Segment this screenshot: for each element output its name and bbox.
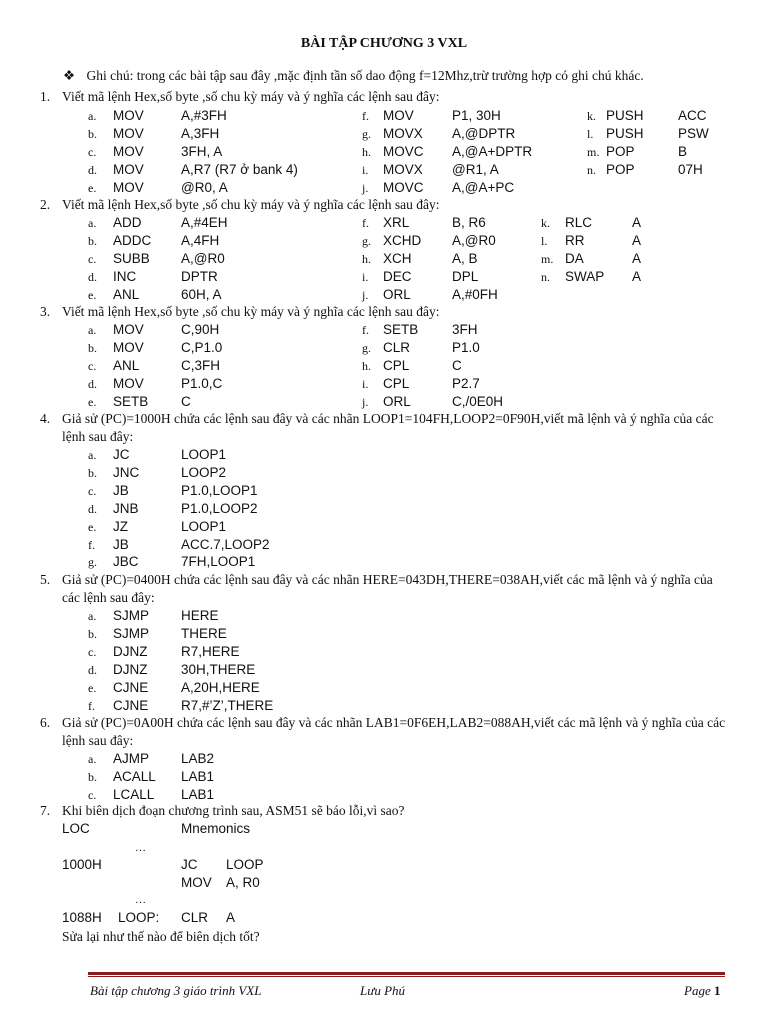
loc-header: LOC: [62, 821, 90, 836]
item-letter: d.: [88, 162, 97, 177]
item-letter: c.: [88, 251, 97, 266]
instruction-mnemonic: DJNZ: [113, 643, 148, 659]
instruction-operand: 60H, A: [181, 286, 222, 302]
item-letter: n.: [541, 269, 550, 284]
item-letter: a.: [88, 609, 97, 623]
instruction-mnemonic: CLR: [383, 339, 411, 355]
item-letter: a.: [88, 752, 97, 766]
instruction-operand: C,/0E0H: [452, 393, 504, 409]
instruction-operand: DPTR: [181, 268, 218, 284]
item-letter: c.: [88, 787, 97, 802]
instruction-operand: A,#4EH: [181, 215, 228, 230]
instruction-operand: A,R7 (R7 ở bank 4): [181, 161, 298, 177]
item-letter: a.: [88, 216, 97, 230]
item-letter: j.: [362, 287, 369, 302]
instruction-mnemonic: JBC: [113, 554, 139, 570]
instruction-operand: P1.0,LOOP2: [181, 500, 258, 516]
item-letter: i.: [362, 376, 369, 391]
item-letter: j.: [362, 180, 369, 195]
instruction-mnemonic: MOV: [113, 179, 144, 195]
question-text: Viết mã lệnh Hex,số byte ,số chu kỳ máy và ý nghĩa các lệnh sau đây:: [62, 197, 440, 212]
item-letter: b.: [88, 233, 97, 248]
question-number: 1.: [40, 89, 51, 104]
item-letter: k.: [587, 109, 596, 123]
instruction-mnemonic: CPL: [383, 357, 410, 373]
question-text: Giả sử (PC)=0400H chứa các lệnh sau đây và các nhãn HERE=043DH,THERE=038AH,viết các mã lệnh và ý nghĩa của các lệnh sau đây:: [62, 572, 713, 605]
instruction-mnemonic: JNC: [113, 464, 140, 480]
instruction-operand: C: [181, 393, 191, 409]
item-letter: f.: [362, 323, 369, 337]
item-letter: g.: [362, 340, 371, 355]
instruction-operand: C: [452, 357, 462, 373]
instruction-operand: R7,HERE: [181, 643, 240, 659]
item-letter: f.: [88, 698, 95, 713]
instruction-operand: P1.0,LOOP1: [181, 482, 258, 498]
item-letter: d.: [88, 501, 97, 516]
instruction-operand: C,90H: [181, 322, 220, 337]
instruction-operand: @R1, A: [452, 161, 499, 177]
footer-author: Lưu Phú: [360, 983, 406, 998]
instruction-mnemonic: CPL: [383, 375, 410, 391]
instruction-operand: LOOP1: [181, 447, 227, 462]
item-letter: h.: [362, 251, 371, 266]
instruction-mnemonic: MOV: [113, 108, 144, 123]
instruction-mnemonic: JB: [113, 536, 129, 552]
instruction-mnemonic: MOV: [113, 143, 144, 159]
instruction-mnemonic: PUSH: [606, 108, 644, 123]
instruction-operand: LAB1: [181, 768, 215, 784]
item-letter: n.: [587, 162, 596, 177]
item-letter: i.: [362, 269, 369, 284]
item-letter: e.: [88, 519, 97, 534]
code-operand: LOOP: [226, 857, 264, 872]
question-7-closing: Sửa lại như thế nào để biên dịch tốt?: [62, 929, 260, 944]
instruction-operand: A,#3FH: [181, 108, 227, 123]
item-letter: e.: [88, 394, 97, 409]
item-letter: h.: [362, 358, 371, 373]
instruction-operand: C,P1.0: [181, 339, 223, 355]
instruction-operand: A,@A+DPTR: [452, 143, 533, 159]
footer-page: [684, 983, 720, 999]
mnemonics-header: Mnemonics: [181, 821, 251, 836]
instruction-operand: HERE: [181, 608, 219, 623]
instruction-operand: A,20H,HERE: [181, 679, 260, 695]
question-number: 5.: [40, 572, 51, 587]
item-letter: e.: [88, 180, 97, 195]
instruction-operand: PSW: [678, 125, 709, 141]
instruction-operand: LAB2: [181, 751, 215, 766]
ellipsis: …: [135, 894, 147, 906]
instruction-mnemonic: JB: [113, 482, 129, 498]
footer-rule: [88, 972, 725, 975]
question-number: 3.: [40, 304, 51, 319]
code-address: 1000H: [62, 857, 102, 872]
instruction-operand: A: [632, 215, 642, 230]
instruction-mnemonic: LCALL: [113, 786, 155, 802]
instruction-operand: A,#0FH: [452, 286, 498, 302]
instruction-operand: A, B: [452, 250, 478, 266]
instruction-operand: 3FH: [452, 322, 478, 337]
item-letter: j.: [362, 394, 369, 409]
question-number: 2.: [40, 197, 51, 212]
instruction-operand: DPL: [452, 268, 479, 284]
instruction-operand: A: [632, 268, 642, 284]
instruction-operand: A,@R0: [452, 232, 496, 248]
ellipsis: …: [135, 842, 147, 854]
code-address: 1088H: [62, 910, 102, 925]
instruction-mnemonic: CJNE: [113, 679, 149, 695]
instruction-mnemonic: MOV: [113, 375, 144, 391]
instruction-operand: A,@R0: [181, 250, 225, 266]
instruction-operand: A,3FH: [181, 125, 220, 141]
item-letter: d.: [88, 269, 97, 284]
instruction-operand: 30H,THERE: [181, 661, 256, 677]
instruction-mnemonic: POP: [606, 161, 635, 177]
item-letter: b.: [88, 769, 97, 784]
item-letter: g.: [362, 126, 371, 141]
code-operand: A, R0: [226, 875, 260, 890]
item-letter: k.: [541, 216, 550, 230]
item-letter: g.: [362, 233, 371, 248]
instruction-mnemonic: AJMP: [113, 751, 150, 766]
instruction-operand: C,3FH: [181, 357, 221, 373]
instruction-mnemonic: SUBB: [113, 250, 150, 266]
item-letter: l.: [587, 126, 594, 141]
instruction-mnemonic: DA: [565, 250, 584, 266]
note: [63, 68, 644, 84]
question-number: 7.: [40, 803, 51, 818]
item-letter: b.: [88, 465, 97, 480]
instruction-mnemonic: ANL: [113, 286, 140, 302]
instruction-operand: P1, 30H: [452, 108, 501, 123]
question-number: 4.: [40, 411, 51, 426]
instruction-operand: P2.7: [452, 375, 480, 391]
instruction-mnemonic: INC: [113, 268, 137, 284]
code-mnemonic: JC: [181, 857, 198, 872]
instruction-mnemonic: DEC: [383, 268, 412, 284]
instruction-mnemonic: ACALL: [113, 768, 156, 784]
instruction-mnemonic: SWAP: [565, 268, 605, 284]
instruction-mnemonic: JC: [113, 447, 130, 462]
instruction-operand: THERE: [181, 625, 227, 641]
item-letter: m.: [587, 144, 600, 159]
instruction-operand: A: [632, 232, 642, 248]
instruction-operand: 3FH, A: [181, 143, 223, 159]
instruction-mnemonic: DJNZ: [113, 661, 148, 677]
instruction-mnemonic: JNB: [113, 500, 139, 516]
code-mnemonic: CLR: [181, 910, 209, 925]
instruction-mnemonic: ORL: [383, 286, 411, 302]
instruction-operand: @R0, A: [181, 179, 228, 195]
instruction-mnemonic: MOV: [113, 161, 144, 177]
item-letter: f.: [362, 109, 369, 123]
item-letter: h.: [362, 144, 371, 159]
instruction-operand: A: [632, 250, 642, 266]
instruction-mnemonic: MOV: [113, 322, 144, 337]
footer-left: Bài tập chương 3 giáo trình VXL: [90, 983, 262, 998]
instruction-mnemonic: XCH: [383, 250, 412, 266]
item-letter: m.: [541, 251, 554, 266]
code-operand: A: [226, 910, 236, 925]
instruction-mnemonic: MOV: [113, 339, 144, 355]
footer-page-label: Page: [684, 983, 711, 998]
question-text: Khi biên dịch đoạn chương trình sau, ASM51 sẽ báo lỗi,vì sao?: [62, 803, 405, 818]
item-letter: f.: [362, 216, 369, 230]
instruction-mnemonic: SJMP: [113, 608, 150, 623]
instruction-mnemonic: ORL: [383, 393, 411, 409]
instruction-operand: LOOP1: [181, 518, 227, 534]
instruction-operand: P1.0,C: [181, 375, 223, 391]
instruction-operand: A,@DPTR: [452, 125, 516, 141]
instruction-operand: R7,#’Z’,THERE: [181, 697, 274, 713]
instruction-mnemonic: ADD: [113, 215, 142, 230]
instruction-mnemonic: MOV: [383, 108, 414, 123]
instruction-operand: LAB1: [181, 786, 215, 802]
note-text: Ghi chú: trong các bài tập sau đây ,mặc định tần số dao động f=12Mhz,trừ trường hợp có ghi chú khác.: [86, 68, 644, 83]
instruction-mnemonic: SJMP: [113, 625, 150, 641]
instruction-operand: 07H: [678, 161, 703, 177]
instruction-mnemonic: SETB: [113, 393, 149, 409]
item-letter: l.: [541, 233, 548, 248]
code-label: LOOP:: [118, 910, 160, 925]
instruction-mnemonic: ADDC: [113, 232, 152, 248]
question-number: 6.: [40, 715, 51, 730]
item-letter: a.: [88, 109, 97, 123]
instruction-operand: ACC: [678, 108, 707, 123]
item-letter: b.: [88, 340, 97, 355]
page-title: BÀI TẬP CHƯƠNG 3 VXL: [300, 36, 468, 51]
item-letter: a.: [88, 323, 97, 337]
instruction-operand: P1.0: [452, 339, 480, 355]
footer-rule-thin: [88, 976, 725, 977]
item-letter: e.: [88, 287, 97, 302]
instruction-mnemonic: JZ: [113, 518, 128, 534]
item-letter: b.: [88, 126, 97, 141]
question-text: Giả sử (PC)=1000H chứa các lệnh sau đây và các nhãn LOOP1=104FH,LOOP2=0F90H,viết mã lệnh và ý nghĩa của các lệnh sau đây:: [62, 411, 714, 444]
code-mnemonic: MOV: [181, 875, 212, 890]
item-letter: g.: [88, 555, 97, 570]
item-letter: c.: [88, 358, 97, 373]
instruction-operand: 7FH,LOOP1: [181, 554, 256, 570]
instruction-mnemonic: RLC: [565, 215, 593, 230]
instruction-mnemonic: MOVC: [383, 179, 424, 195]
instruction-mnemonic: MOVX: [383, 161, 423, 177]
item-letter: a.: [88, 448, 97, 462]
question-text: Giả sử (PC)=0A00H chứa các lệnh sau đây và các nhãn LAB1=0F6EH,LAB2=088AH,viết các mã lệnh và ý nghĩa của các lệnh sau đây:: [62, 715, 726, 748]
instruction-operand: A,4FH: [181, 232, 220, 248]
footer-page-number: 1: [713, 983, 721, 998]
item-letter: i.: [362, 162, 369, 177]
note-bullet-icon: ❖: [63, 68, 76, 83]
instruction-mnemonic: PUSH: [606, 125, 644, 141]
instruction-mnemonic: XCHD: [383, 232, 422, 248]
item-letter: c.: [88, 483, 97, 498]
instruction-operand: LOOP2: [181, 464, 227, 480]
item-letter: c.: [88, 644, 97, 659]
instruction-operand: B, R6: [452, 215, 486, 230]
item-letter: e.: [88, 680, 97, 695]
item-letter: d.: [88, 662, 97, 677]
instruction-mnemonic: SETB: [383, 322, 419, 337]
instruction-operand: A,@A+PC: [452, 179, 515, 195]
instruction-mnemonic: MOV: [113, 125, 144, 141]
instruction-mnemonic: XRL: [383, 215, 410, 230]
question-text: Viết mã lệnh Hex,số byte ,số chu kỳ máy và ý nghĩa các lệnh sau đây:: [62, 304, 440, 319]
item-letter: b.: [88, 626, 97, 641]
instruction-mnemonic: RR: [565, 232, 585, 248]
instruction-mnemonic: ANL: [113, 357, 140, 373]
instruction-mnemonic: CJNE: [113, 697, 149, 713]
instruction-operand: ACC.7,LOOP2: [181, 536, 270, 552]
instruction-operand: B: [678, 143, 688, 159]
instruction-mnemonic: MOVC: [383, 143, 424, 159]
item-letter: c.: [88, 144, 97, 159]
item-letter: d.: [88, 376, 97, 391]
item-letter: f.: [88, 537, 95, 552]
instruction-mnemonic: POP: [606, 143, 635, 159]
instruction-mnemonic: MOVX: [383, 125, 423, 141]
question-text: Viết mã lệnh Hex,số byte ,số chu kỳ máy và ý nghĩa các lệnh sau đây:: [62, 89, 440, 104]
